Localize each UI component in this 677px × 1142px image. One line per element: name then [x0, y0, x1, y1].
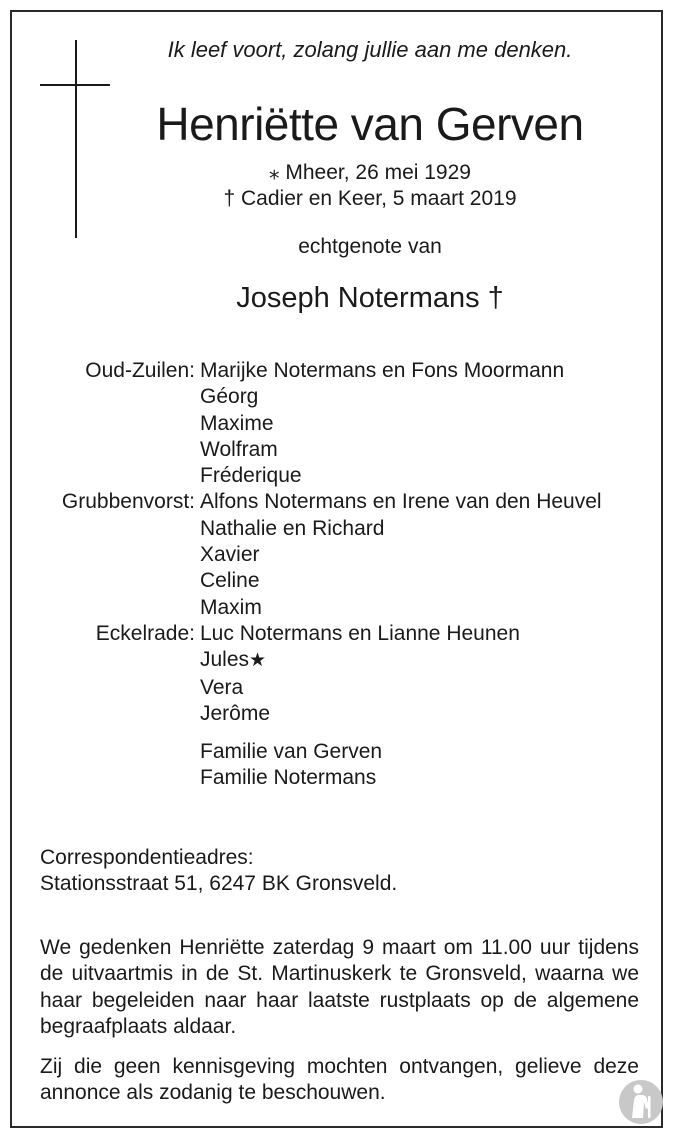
- family-members: [200, 489, 660, 620]
- memorial-figure-icon: [617, 1078, 665, 1126]
- motto: Ik leef voort, zolang jullie aan me denken.: [167, 37, 573, 62]
- family-members: [200, 358, 660, 489]
- family-member: Vera: [200, 675, 244, 699]
- family-member: Jerôme: [200, 701, 271, 725]
- notice-text: Zij die geen kennisgeving mochten ontvangen, gelieve deze annonce als zodanig te beschouwen.: [40, 1055, 639, 1105]
- family-member: Familie van Gerven: [200, 740, 383, 764]
- family-place: Eckelrade:: [95, 621, 195, 645]
- family-place: Grubbenvorst:: [61, 490, 195, 514]
- family-member: Fréderique: [200, 464, 302, 488]
- family-member: Xavier: [200, 543, 260, 567]
- address-line: Stationsstraat 51, 6247 BK Gronsveld.: [40, 872, 398, 895]
- death-line: † Cadier en Keer, 5 maart 2019: [223, 187, 517, 210]
- family-member-name: Jules: [200, 648, 250, 672]
- family-members: [200, 739, 660, 792]
- family-member: Celine: [200, 569, 260, 593]
- family-member: Maxime: [200, 411, 274, 435]
- family-members: [200, 621, 660, 727]
- family-place-empty: [20, 739, 200, 792]
- family-group-oud-zuilen: [20, 358, 660, 489]
- cross-horizontal-bar: [40, 84, 110, 86]
- birth-line: ⁎ Mheer, 26 mei 1929: [269, 161, 471, 184]
- address-label: Correspondentieadres:: [40, 846, 254, 869]
- family-member: Maxim: [200, 595, 262, 619]
- spouse-label: echtgenote van: [298, 235, 442, 258]
- deceased-name: Henriëtte van Gerven: [156, 98, 584, 150]
- correspondence-address: [40, 845, 640, 897]
- service-text: We gedenken Henriëtte zaterdag 9 maart om 11.00 uur tijdens de uitvaartmis in de St. Martinuskerk te Gronsveld, waarna we haar begeleiden naar haar laatste rustplaats op de algemene begraafplaats aldaar.: [40, 936, 639, 1038]
- family-member: Géorg: [200, 385, 259, 409]
- family-group-eckelrade: [20, 621, 660, 727]
- spouse-name: Joseph Notermans †: [236, 282, 504, 314]
- family-member: Familie Notermans: [200, 766, 377, 790]
- family-member: Nathalie en Richard: [200, 516, 385, 540]
- family-member: Wolfram: [200, 437, 278, 461]
- family-member: Marijke Notermans en Fons Moormann: [200, 359, 565, 382]
- family-list: [20, 358, 660, 792]
- family-member: Luc Notermans en Lianne Heunen: [200, 621, 520, 645]
- star-icon: ★: [249, 650, 267, 672]
- family-group-grubbenvorst: [20, 489, 660, 620]
- family-member-with-star: [200, 647, 660, 674]
- family-group-other: [20, 739, 660, 792]
- family-place: Oud-Zuilen:: [85, 359, 195, 382]
- family-member: Alfons Notermans en Irene van den Heuvel: [200, 490, 602, 514]
- cross-vertical-bar: [75, 40, 77, 238]
